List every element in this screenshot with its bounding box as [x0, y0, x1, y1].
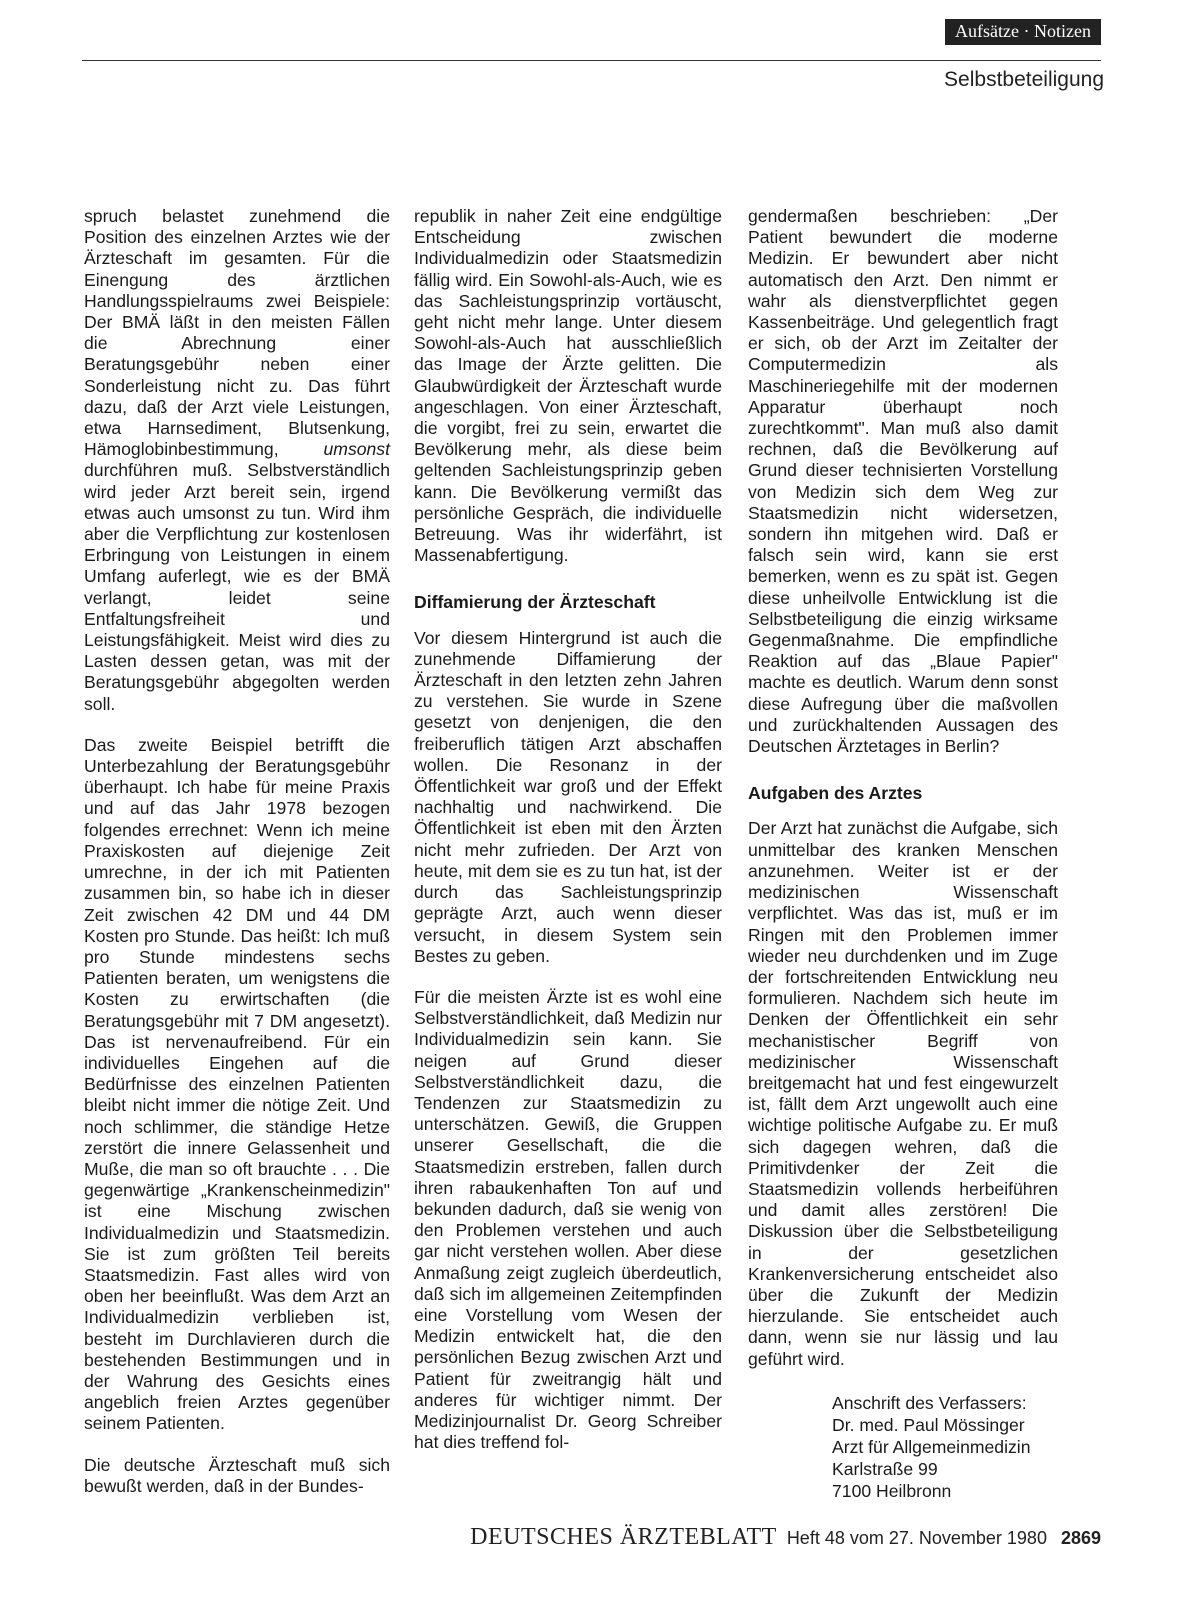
- paragraph: Der Arzt hat zunächst die Aufgabe, sich unmittelbar des kranken Menschen anzunehmen. Weiter ist er der medizinischen Wissenschaft verpflichtet. Was das ist, muß er im Ringen mit den Problemen immer wieder neu durchdenken und im Zuge der fortschreitenden Entwicklung neu formulieren. Nachdem sich heute im Denken der Öffentlichkeit ein sehr mechanistischer Begriff von medizinischer Wissenschaft breitgemacht hat und fest eingewurzelt ist, fällt dem Arzt ungewollt auch eine wichtige politische Aufgabe zu. Er muß sich dagegen wehren, daß die Primitivdenker der Zeit die Staatsmedizin vollends herbeiführen und damit alles zerstören! Die Diskussion über die Selbstbeteiligung in der gesetzlichen Krankenversicherung entscheidet also über die Zukunft der Medizin hierzulande. Sie entscheidet auch dann, wenn sie nur lässig und lau geführt wird.: [748, 818, 1058, 1369]
- address-street: Karlstraße 99: [832, 1458, 938, 1479]
- column-3: [748, 206, 1058, 1502]
- section-title: Selbstbeteiligung: [944, 68, 1104, 91]
- author-address: [832, 1392, 1058, 1502]
- page-footer: [470, 1524, 1101, 1551]
- emphasis: umsonst: [323, 439, 390, 460]
- journal-name: DEUTSCHES ÄRZTEBLATT: [470, 1524, 777, 1550]
- paragraph: spruch belastet zunehmend die Position des einzelnen Arztes wie der Ärzteschaft im gesamten. Für die Einengung des ärztlichen Handlungsspielraums zwei Beispiele: Der BMÄ läßt in den meisten Fällen die Abrechnung einer Beratungsgebühr neben einer Sonderleistung nicht zu. Das führt dazu, daß der Arzt viele Leistungen, etwa Harnsediment, Blutsenkung, Hämoglobinbestimmung, umsonst durchführen muß. Selbstverständlich wird jeder Arzt bereit sein, irgend etwas auch umsonst zu tun. Wird ihm aber die Verpflichtung zur kostenlosen Erbringung von Leistungen in einem Umfang auferlegt, wie es der BMÄ verlangt, leidet seine Entfaltungsfreiheit und Leistungsfähigkeit. Meist wird dies zu Lasten dessen getan, was mit der Beratungsgebühr abgegolten werden soll.: [84, 206, 390, 714]
- paragraph: republik in naher Zeit eine endgültige Entscheidung zwischen Individualmedizin oder Staatsmedizin fällig wird. Ein Sowohl-als-Auch, wie es das Sachleistungsprinzip vortäuscht, geht nicht mehr lange. Unter diesem Sowohl-als-Auch hat ausschließlich das Image der Ärzte gelitten. Die Glaubwürdigkeit der Ärzteschaft wurde angeschlagen. Von einer Ärzteschaft, die vorgibt, frei zu sein, erwartet die Bevölkerung mehr, als diese beim geltenden Sachleistungsprinzip geben kann. Die Bevölkerung vermißt das persönliche Gespräch, die individuelle Betreuung. Was ihr widerfährt, ist Massenabfertigung.: [414, 206, 722, 566]
- paragraph: Vor diesem Hintergrund ist auch die zunehmende Diffamierung der Ärzteschaft in den letzten zehn Jahren zu verstehen. Sie wurde in Szene gesetzt von denjenigen, die den freiberuflich tätigen Arzt abschaffen wollen. Die Resonanz in der Öffentlichkeit war groß und der Effekt nachhaltig und nachwirkend. Die Öffentlichkeit ist eben mit den Ärzten nicht mehr zufrieden. Der Arzt von heute, mit dem sie es zu tun hat, ist der durch das Sachleistungsprinzip geprägte Arzt, auch wenn dieser versucht, in diesem System sein Bestes zu geben.: [414, 627, 722, 966]
- address-label: Anschrift des Verfassers:: [832, 1392, 1027, 1413]
- paragraph: Die deutsche Ärzteschaft muß sich bewußt werden, daß in der Bundes-: [84, 1454, 390, 1496]
- author-title: Arzt für Allgemeinmedizin: [832, 1436, 1031, 1457]
- section-heading: Diffamierung der Ärzteschaft: [414, 592, 656, 613]
- page-number: 2869: [1060, 1528, 1101, 1548]
- header-rule: [82, 60, 1101, 61]
- paragraph: Das zweite Beispiel betrifft die Unterbezahlung der Beratungsgebühr überhaupt. Ich habe für meine Praxis und auf das Jahr 1978 bezogen folgendes errechnet: Wenn ich meine Praxiskosten auf diejenige Zeit umrechne, in der ich mit Patienten zusammen bin, so habe ich in dieser Zeit zwischen 42 DM und 44 DM Kosten pro Stunde. Das heißt: Ich muß pro Stunde mindestens sechs Patienten beraten, um wenigstens die Kosten zu erwirtschaften (die Beratungsgebühr mit 7 DM angesetzt). Das ist nervenaufreibend. Für ein individuelles Eingehen auf die Bedürfnisse des einzelnen Patienten bleibt nicht immer die nötige Zeit. Und noch schlimmer, die ständige Hetze zerstört die innere Gelassenheit und Muße, die man so oft brauchte . . . Die gegenwärtige „Krankenscheinmedizin" ist eine Mischung zwischen Individualmedizin und Staatsmedizin. Sie ist zum größten Teil bereits Staatsmedizin. Fast alles wird von oben her beeinflußt. Was dem Arzt an Individualmedizin verblieben ist, besteht im Durchlavieren durch die bestehenden Bestimmungen und in der Wahrung des Gesichts eines angeblich freien Arztes gegenüber seinem Patienten.: [84, 734, 390, 1434]
- column-2: [414, 206, 722, 1453]
- section-badge: Aufsätze · Notizen: [945, 19, 1101, 45]
- paragraph: Für die meisten Ärzte ist es wohl eine Selbstverständlichkeit, daß Medizin nur Individualmedizin sein kann. Sie neigen auf Grund dieser Selbstverständlichkeit dazu, die Tendenzen zur Staatsmedizin zu unterschätzen. Gewiß, die Gruppen unserer Gesellschaft, die die Staatsmedizin erstreben, fallen durch ihren rabaukenhaften Ton auf und bekunden dadurch, daß sie wenig von den Problemen verstehen und auch gar nicht verstehen wollen. Aber diese Anmaßung zeigt zugleich überdeutlich, daß sich im allgemeinen Zeitempfinden eine Vorstellung vom Wesen der Medizin entwickelt hat, die den persönlichen Bezug zwischen Arzt und Patient für zweitrangig hält und anderes für wichtiger nimmt. Der Medizinjournalist Dr. Georg Schreiber hat dies treffend fol-: [414, 986, 722, 1453]
- issue-info: Heft 48 vom 27. November 1980: [786, 1528, 1047, 1548]
- paragraph: gendermaßen beschrieben: „Der Patient bewundert die moderne Medizin. Er bewundert aber nicht automatisch den Arzt. Den nimmt er wahr als dienstverpflichtet gegen Kassenbeiträge. Und gelegentlich fragt er sich, ob der Arzt im Zeitalter der Computermedizin als Maschineriegehilfe mit der modernen Apparatur überhaupt noch zurechtkommt". Man muß also damit rechnen, daß die Bevölkerung auf Grund dieser technisierten Vorstellung von Medizin sich dem Weg zur Staatsmedizin nicht widersetzen, sondern ihn mitgehen wird. Daß er falsch sein wird, kann sie erst bemerken, wenn es zu spät ist. Gegen diese unheilvolle Entwicklung ist die Selbstbeteiligung die einzig wirksame Gegenmaßnahme. Die empfindliche Reaktion auf das „Blaue Papier" machte es deutlich. Warum denn sonst diese Aufregung über die maßvollen und zurückhaltenden Aussagen des Deutschen Ärztetages in Berlin?: [748, 206, 1058, 757]
- author-name: Dr. med. Paul Mössinger: [832, 1414, 1025, 1435]
- column-1: [84, 206, 390, 1497]
- section-heading: Aufgaben des Arztes: [748, 783, 923, 804]
- address-city: 7100 Heilbronn: [832, 1480, 952, 1501]
